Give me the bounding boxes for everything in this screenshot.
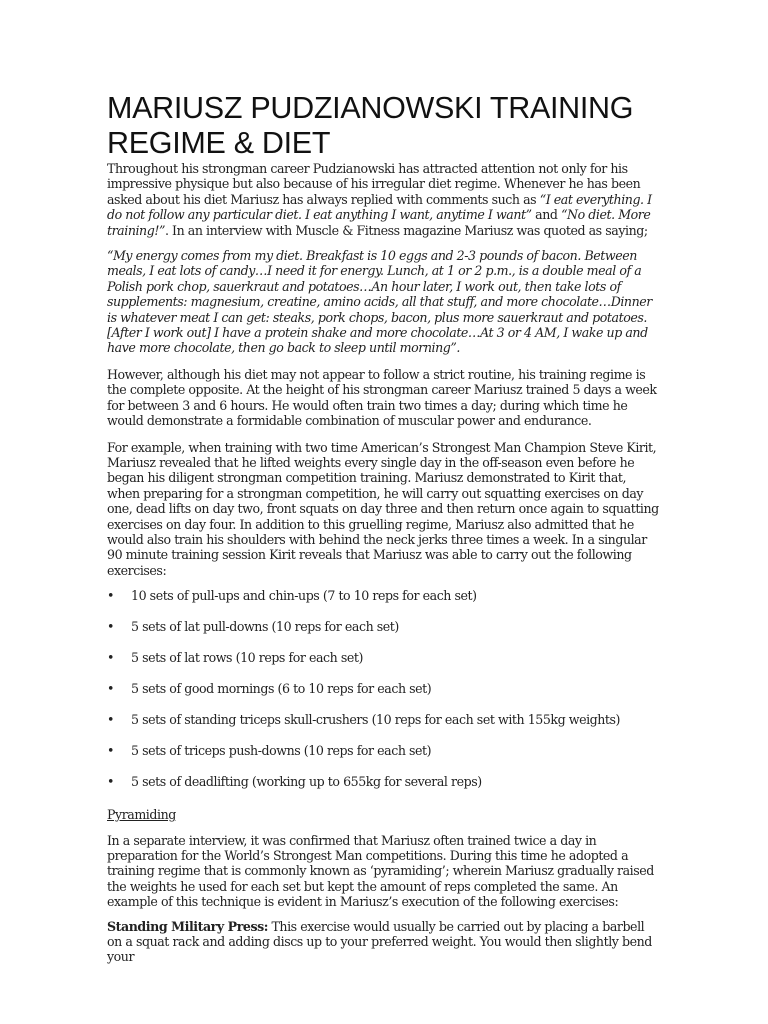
list-item (107, 681, 662, 712)
pyramiding-heading: Pyramiding (107, 807, 176, 823)
military-press-label: Standing Military Press: (107, 918, 268, 934)
bullet-icon: • (107, 774, 114, 790)
list-item (107, 619, 662, 650)
list-item (107, 588, 662, 619)
intro-text-1: Throughout his strongman career Pudzianowski has attracted attention not only for his impressive physique but also because of his irregular diet regime. Whenever he has been asked about his diet Mariusz has always replied with comments such as (107, 161, 641, 207)
intro-quote-1: “I eat everything. I do not follow any particular diet. I eat anything I want, anytime I want” (107, 191, 652, 223)
intro-text-3: . In an interview with Muscle & Fitness magazine Mariusz was quoted as saying; (164, 222, 648, 238)
intro-paragraph (107, 161, 662, 238)
military-press-text: This exercise would usually be carried out by placing a barbell on a squat rack and adding discs up to your preferred weight. You would then slightly bend your (107, 918, 652, 965)
diet-quote: “My energy comes from my diet. Breakfast is 10 eggs and 2-3 pounds of bacon. Between meals, I eat lots of candy…I need it for energy. Lunch, at 1 or 2 p.m., is a double meal of a Polish pork chop, sauerkraut and potatoes…An hour later, I work out, then take lots of supplements: magnesium, creatine, amino acids, all that stuff, and more chocolate…Dinner is whatever meat I can get: steaks, pork chops, bacon, plus more sauerkraut and potatoes. [After I work out] I have a protein shake and more chocolate…At 3 or 4 AM, I wake up and have more chocolate, then go back to sleep until morning”. (107, 248, 652, 356)
military-press-paragraph (107, 919, 662, 965)
exercise-text: 5 sets of good mornings (6 to 10 reps for each set) (131, 681, 432, 697)
bullet-icon: • (107, 588, 114, 604)
document-title: MARIUSZ PUDZIANOWSKI TRAINING REGIME & DIET (107, 91, 634, 160)
training-paragraph: However, although his diet may not appear to follow a strict routine, his training regime is the complete opposite. At the height of his strongman career Mariusz trained 5 days a week for between 3 and 6 hours. He would often train two times a day; during which time he would demonstrate a formidable combination of muscular power and endurance. (107, 366, 657, 429)
exercise-text: 5 sets of lat pull-downs (10 reps for each set) (131, 619, 399, 635)
list-item (107, 712, 662, 743)
exercise-text: 5 sets of deadlifting (working up to 655kg for several reps) (131, 774, 482, 790)
exercise-text: 10 sets of pull-ups and chin-ups (7 to 10 reps for each set) (131, 588, 477, 604)
bullet-icon: • (107, 681, 114, 697)
kirit-example-paragraph: For example, when training with two time American’s Strongest Man Champion Steve Kirit, Mariusz revealed that he lifted weights every single day in the off-season even before he began his diligent strongman competition training. Mariusz demonstrated to Kirit that, when preparing for a strongman competition, he will carry out squatting exercises on day one, dead lifts on day two, front squats on day three and then return once again to squatting exercises on day four. In addition to this gruelling regime, Mariusz also admitted that he would also train his shoulders with behind the neck jerks three times a week. In a singular 90 minute training session Kirit reveals that Mariusz was able to carry out the following exercises: (107, 439, 659, 578)
document-page (107, 0, 662, 965)
exercise-text: 5 sets of standing triceps skull-crushers (10 reps for each set with 155kg weights) (131, 712, 621, 728)
bullet-icon: • (107, 712, 114, 728)
exercise-text: 5 sets of lat rows (10 reps for each set) (131, 650, 363, 666)
list-item (107, 743, 662, 774)
exercise-text: 5 sets of triceps push-downs (10 reps for each set) (131, 743, 432, 759)
bullet-icon: • (107, 619, 114, 635)
intro-quote-2: “No diet. More training!” (107, 207, 651, 238)
bullet-icon: • (107, 650, 114, 666)
intro-text-2: and (531, 207, 562, 223)
pyramiding-paragraph: In a separate interview, it was confirmed that Mariusz often trained twice a day in preparation for the World’s Strongest Man competitions. During this time he adopted a training regime that is commonly known as ‘pyramiding’; wherein Mariusz gradually raised the weights he used for each set but kept the amount of reps completed the same. An example of this technique is evident in Mariusz’s execution of the following exercises: (107, 832, 654, 910)
list-item (107, 774, 662, 805)
list-item (107, 650, 662, 681)
exercise-list (107, 588, 662, 805)
bullet-icon: • (107, 743, 114, 759)
